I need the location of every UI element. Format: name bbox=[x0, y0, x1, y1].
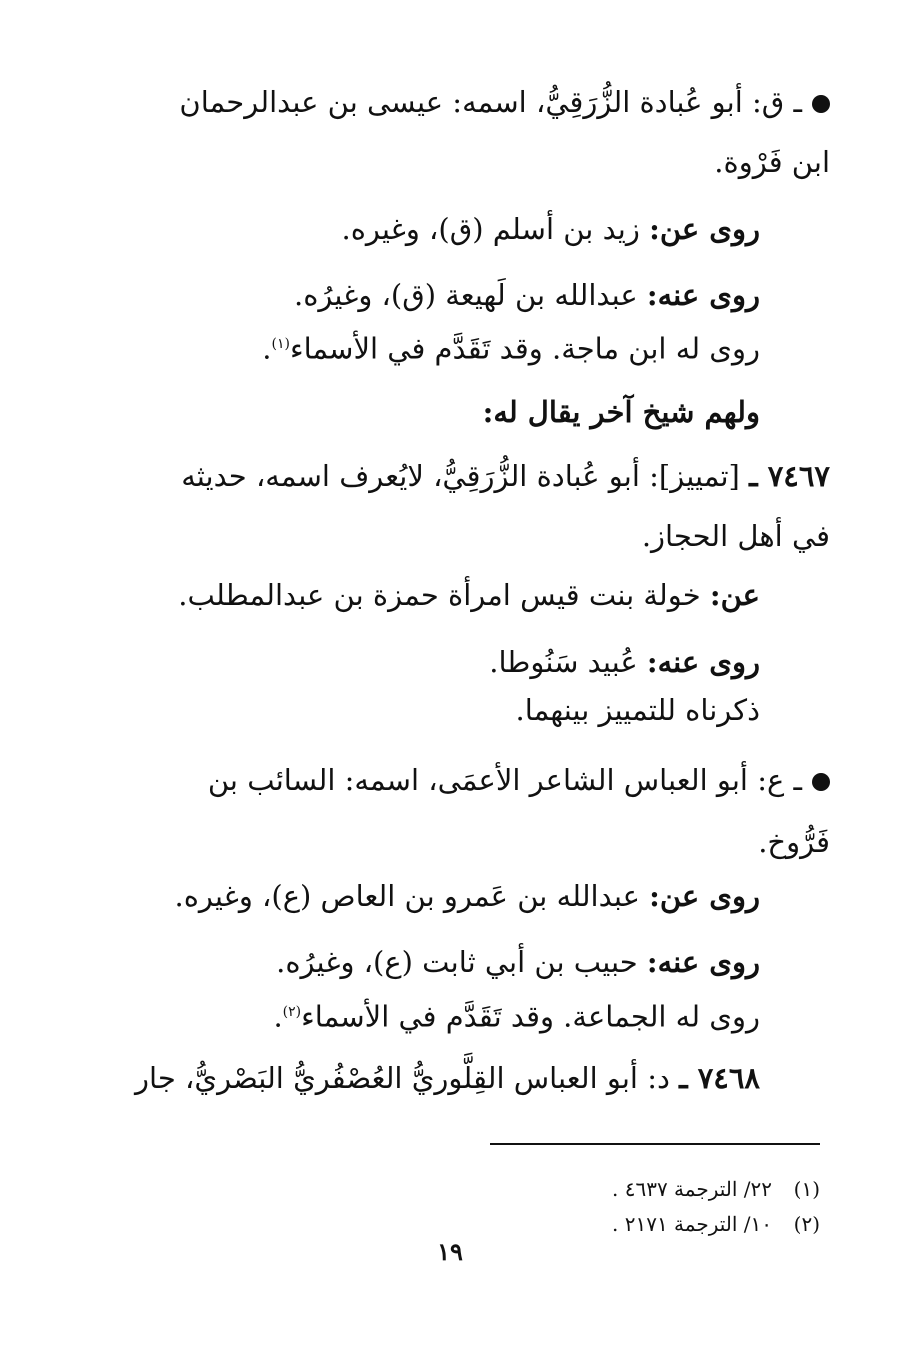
entry-3-line-1 bbox=[70, 760, 830, 800]
footnote-text: ٢٢/ الترجمة ٤٦٣٧ . bbox=[612, 1177, 772, 1201]
bullet-icon bbox=[812, 773, 830, 791]
from-text: خولة بنت قيس امرأة حمزة بن عبدالمطلب. bbox=[178, 578, 710, 612]
entry-1-line-1 bbox=[70, 82, 830, 122]
narrated-by-label: روى عنه: bbox=[646, 945, 760, 979]
sentence-end: . bbox=[273, 999, 283, 1034]
narrated-for-text: روى له الجماعة. وقد تَقَدَّم في الأسماء bbox=[301, 999, 760, 1034]
narrated-from-label: روى عن: bbox=[649, 212, 760, 246]
entry-3-narrated-for bbox=[70, 992, 760, 1037]
footnote-marker: (٢) bbox=[282, 1004, 302, 1020]
other-shaykh-heading: ولهم شيخ آخر يقال له: bbox=[482, 395, 760, 429]
entry-3-line-2: فَرُّوخ. bbox=[758, 825, 830, 859]
entry-number: ٧٤٦٨ ـ bbox=[679, 1061, 760, 1095]
footnote-2 bbox=[612, 1210, 820, 1238]
footnote-text: ١٠/ الترجمة ٢١٧١ . bbox=[612, 1212, 772, 1236]
entry-3-narrated-by bbox=[70, 942, 760, 982]
narrated-by-text: عبدالله بن لَهيعة (ق)، وغيرُه. bbox=[294, 278, 647, 312]
from-label: عن: bbox=[709, 578, 760, 612]
entry-1-narrated-from bbox=[70, 209, 760, 249]
narrated-by-label: روى عنه: bbox=[646, 278, 760, 312]
narrated-from-text: عبدالله بن عَمرو بن العاص (ع)، وغيره. bbox=[174, 879, 650, 913]
entry-7467-line-1 bbox=[70, 456, 830, 496]
sentence-end: . bbox=[262, 331, 272, 366]
narrated-by-text: عُبيد سَنُوطا. bbox=[489, 645, 647, 679]
entry-number: ٧٤٦٧ ـ bbox=[749, 459, 830, 493]
entry-7468-line-1 bbox=[70, 1058, 760, 1098]
entry-7467-line-2: في أهل الحجاز. bbox=[641, 519, 830, 553]
entry-1-narrated-for bbox=[70, 324, 760, 369]
entry-7467-narrated-by bbox=[70, 642, 760, 682]
narrated-from-text: زيد بن أسلم (ق)، وغيره. bbox=[341, 212, 650, 246]
bullet-icon bbox=[812, 95, 830, 113]
footnote-number: (٢) bbox=[793, 1212, 820, 1236]
footnote-number: (١) bbox=[793, 1177, 820, 1201]
footnote-1 bbox=[612, 1175, 820, 1203]
footnote-marker: (١) bbox=[271, 336, 290, 352]
entry-7467-note: ذكرناه للتمييز بينهما. bbox=[515, 693, 760, 727]
entry-7467-from bbox=[70, 575, 760, 615]
entry-1-narrated-by bbox=[70, 275, 760, 315]
page-number: ١٩ bbox=[437, 1237, 463, 1266]
entry-7467-heading: [تمييز]: أبو عُبادة الزُّرَقِيُّ، لايُعرف اسمه، حديثه bbox=[181, 459, 750, 493]
narrated-by-label: روى عنه: bbox=[646, 645, 760, 679]
narrated-by-text: حبيب بن أبي ثابت (ع)، وغيرُه. bbox=[276, 945, 647, 979]
entry-7468-heading: د: أبو العباس القِلَّوريُّ العُصْفُريُّ البَصْريُّ، جار bbox=[135, 1061, 680, 1095]
narrated-for-text: روى له ابن ماجة. وقد تَقَدَّم في الأسماء bbox=[289, 331, 760, 366]
entry-3-narrated-from bbox=[70, 876, 760, 916]
narrated-from-label: روى عن: bbox=[649, 879, 760, 913]
entry-1-line-2: ابن فَرْوة. bbox=[714, 145, 830, 179]
footnote-divider bbox=[490, 1143, 820, 1145]
entry-3-heading: ـ ع: أبو العباس الشاعر الأعمَى، اسمه: السائب بن bbox=[207, 763, 802, 797]
entry-1-heading: ـ ق: أبو عُبادة الزُّرَقِيُّ، اسمه: عيسى بن عبدالرحمان bbox=[179, 85, 802, 119]
